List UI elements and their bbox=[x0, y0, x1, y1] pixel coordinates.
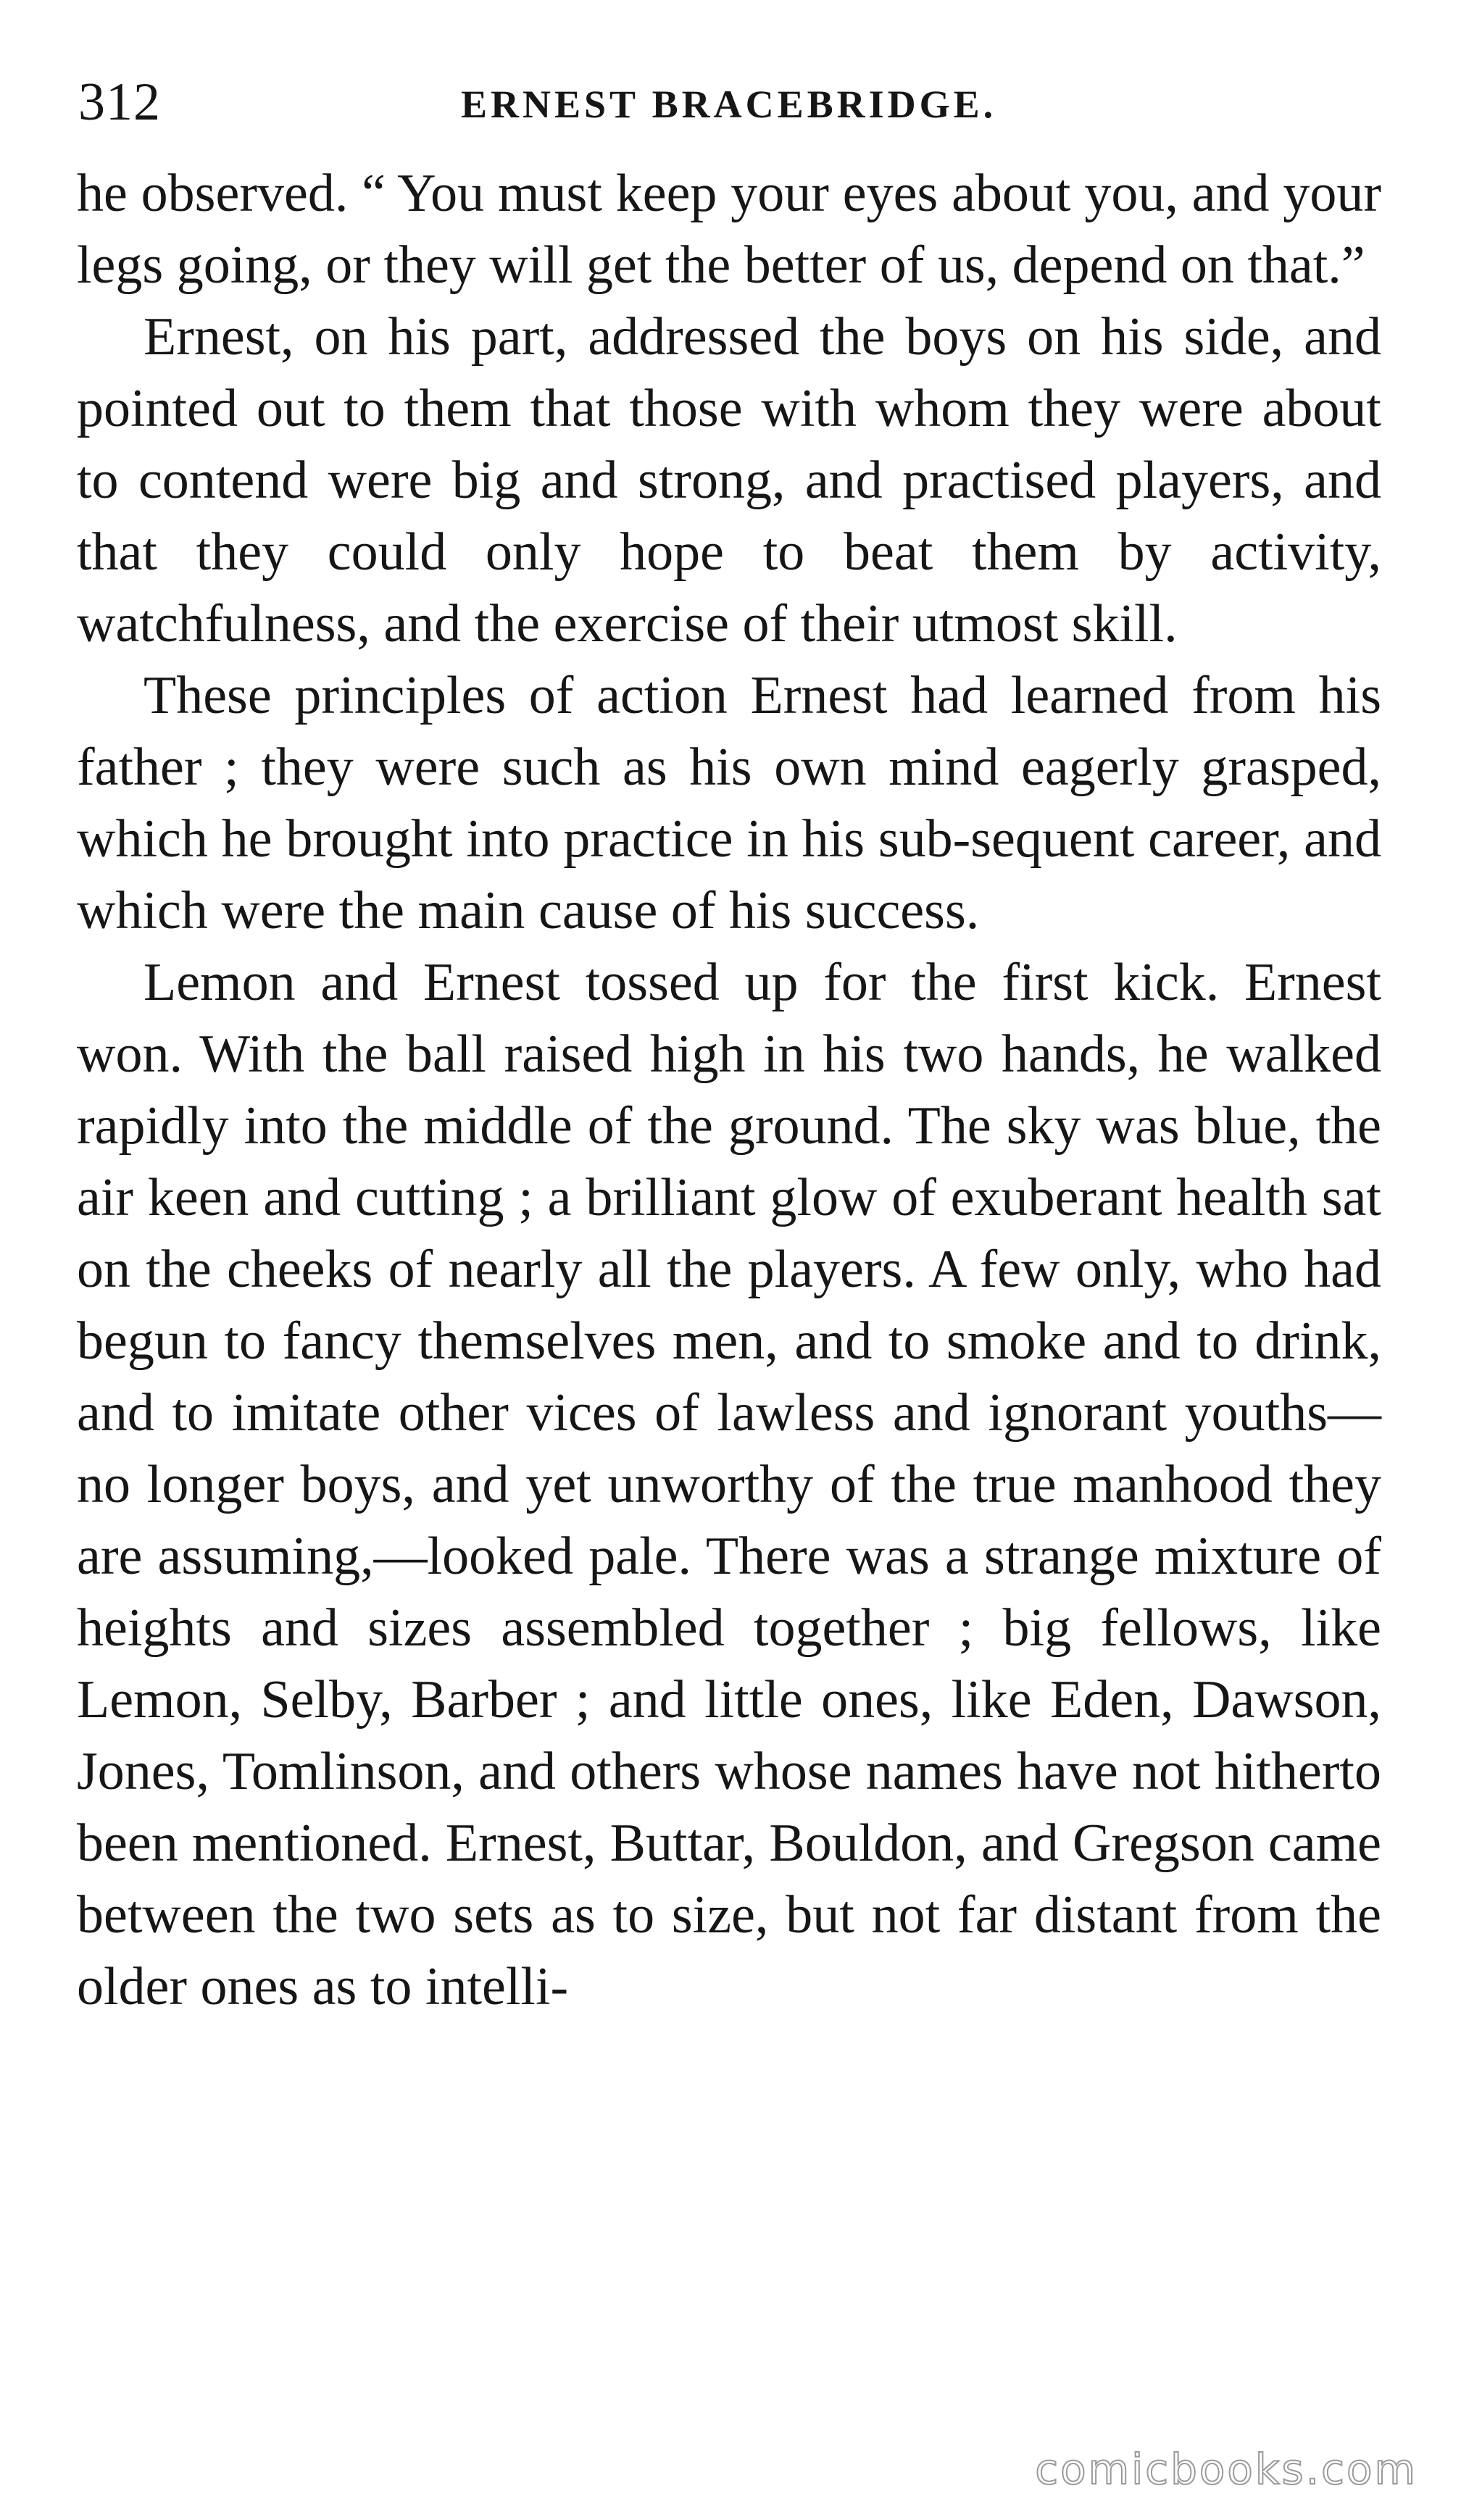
paragraph-2: Ernest, on his part, addressed the boys on his side, and pointed out to them that those with whom they were about to contend were big and strong, and practised players, and that they could only hope to beat them by activity, watchfulness, and the exercise of their utmost skill. bbox=[77, 307, 1381, 654]
paragraph-4: Lemon and Ernest tossed up for the first kick. Ernest won. With the ball raised high in his two hands, he walked rapidly into the middle of the ground. The sky was blue, the air keen and cutting ; a brilliant glow of exuberant health sat on the cheeks of nearly all the players. A few only, who had begun to fancy themselves men, and to smoke and to drink, and to imitate other vices of lawless and ignorant youths—no longer boys, and yet unworthy of the true manhood they are assuming,—looked pale. There was a strange mixture of heights and sizes assembled together ; big fellows, like Lemon, Selby, Barber ; and little ones, like Eden, Dawson, Jones, Tomlinson, and others whose names have not hitherto been mentioned. Ernest, Buttar, Bouldon, and Gregson came between the two sets as to size, but not far distant from the older ones as to intelli- bbox=[77, 953, 1381, 2016]
paragraph-3: These principles of action Ernest had learned from his father ; they were such as his own mind eagerly grasped, which he brought into practice in his sub-sequent career, and which were the main cause of his success. bbox=[77, 666, 1381, 940]
page-number: 312 bbox=[78, 72, 161, 132]
body-text bbox=[77, 158, 1381, 2023]
watermark: comicbooks.com bbox=[1035, 2445, 1418, 2494]
running-title: ERNEST BRACEBRIDGE. bbox=[461, 83, 997, 126]
running-head bbox=[78, 62, 1383, 142]
paragraph-1: he observed. “ You must keep your eyes about you, and your legs going, or they will get the better of us, depend on that.” bbox=[77, 164, 1381, 295]
